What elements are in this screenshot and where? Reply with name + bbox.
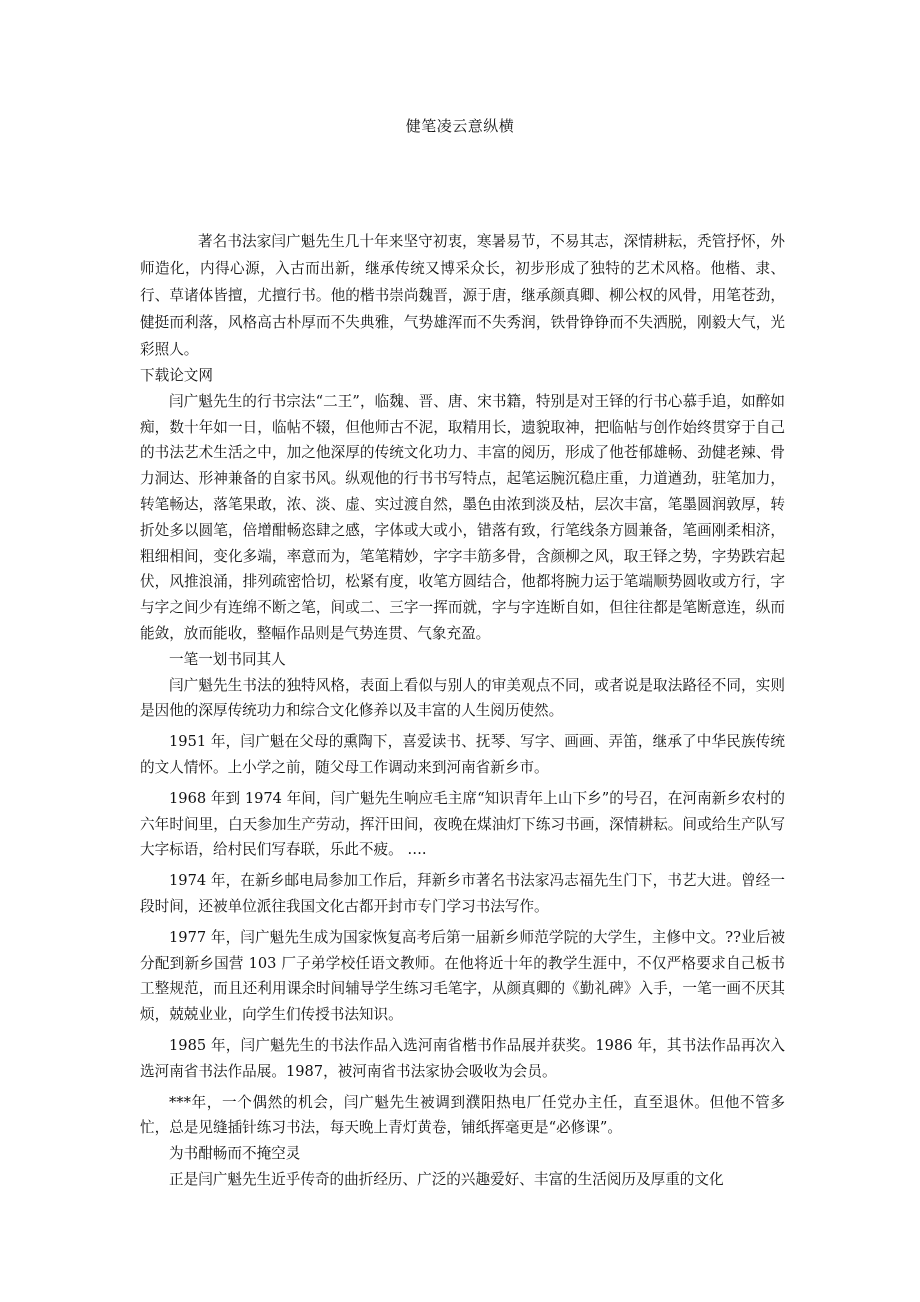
paragraph-closing: 正是闫广魁先生近乎传奇的曲折经历、广泛的兴趣爱好、丰富的生活阅历及厚重的文化 [169, 1170, 724, 1188]
section-heading-2: 为书酣畅而不掩空灵 [169, 1145, 301, 1163]
document-title: 健笔凌云意纵横 [405, 117, 515, 135]
document-body [140, 228, 785, 1193]
paragraph-1977: 1977 年，闫广魁先生成为国家恢复高考后第一届新乡师范学院的大学生，主修中文。??业后被分配到新乡国营 103 厂子弟学校任语文教师。在他将近十年的教学生涯中，不仅严格要求自己板书工整规范，而且还利用课余时间辅导学生练习毛笔字，从颜真卿的《勤礼碑》入手，一笔一画不厌其烦，兢兢业业，向学生们传授书法知识。 [140, 928, 785, 1024]
paragraph-style: 闫广魁先生书法的独特风格，表面上看似与别人的审美观点不同，或者说是取法路径不同，实则是因他的深厚传统功力和综合文化修养以及丰富的人生阅历使然。 [140, 676, 785, 720]
paragraph-1951: 1951 年，闫广魁在父母的熏陶下，喜爱读书、抚琴、写字、画画、弄笛，继承了中华民族传统的文人情怀。上小学之前，随父母工作调动来到河南省新乡市。 [140, 733, 785, 776]
paragraph-puyang: ***年，一个偶然的机会，闫广魁先生被调到濮阳热电厂任党办主任，直至退休。但他不管多忙，总是见缝插针练习书法，每天晚上青灯黄卷，铺纸挥毫更是“必修课”。 [140, 1093, 785, 1137]
paragraph-1968: 1968 年到 1974 年间，闫广魁先生响应毛主席“知识青年上山下乡”的号召，在河南新乡农村的六年时间里，白天参加生产劳动，挥汗田间，夜晚在煤油灯下练习书画，深情耕耘。间或给生产队写大字标语，给村民们写春联，乐此不疲。 …. [140, 789, 785, 859]
paragraph-xingshu: 闫广魁先生的行书宗法“二王”，临魏、晋、唐、宋书籍，特别是对王铎的行书心慕手追，如醉如痴，数十年如一日，临帖不辍，但他师古不泥，取精用长，遗貌取神，把临帖与创作始终贯穿于自己的书法艺术生活之中，加之他深厚的传统文化功力、丰富的阅历，形成了他苍郁雄畅、劲健老辣、骨力洞达、形神兼备的自家书风。纵观他的行书书写特点，起笔运腕沉稳庄重，力道遒劲，驻笔加力，转笔畅达，落笔果敢，浓、淡、虚、实过渡自然，墨色由浓到淡及枯，层次丰富，笔墨圆润敦厚，转折处多以圆笔，倍增酣畅恣肆之感，字体或大或小，错落有致，行笔线条方圆兼备，笔画刚柔相济，粗细相间，变化多端，率意而为，笔笔精妙，字字丰筋多骨，含颜柳之风，取王铎之势，字势跌宕起伏，风推浪涌，排列疏密恰切，松紧有度，收笔方圆结合，他都将腕力运于笔端顺势圆收或方行，字与字之间少有连绵不断之笔，间或二、三字一挥而就，字与字连断自如，但往往都是笔断意连，纵而能敛，放而能收，整幅作品则是气势连贯、气象充盈。 [140, 392, 785, 642]
paragraph-1974: 1974 年，在新乡邮电局参加工作后，拜新乡市著名书法家冯志福先生门下，书艺大进。曾经一段时间，还被单位派往我国文化古都开封市专门学习书法写作。 [140, 872, 785, 915]
paragraph-1985: 1985 年，闫广魁先生的书法作品入选河南省楷书作品展并获奖。1986 年，其书法作品再次入选河南省书法作品展。1987，被河南省书法家协会吸收为会员。 [140, 1036, 785, 1080]
source-line: 下载论文网 [140, 367, 213, 384]
paragraph-intro: 著名书法家闫广魁先生几十年来坚守初衷，寒暑易节，不易其志，深情耕耘，秃管抒怀，外师造化，内得心源，入古而出新，继承传统又博采众长，初步形成了独特的艺术风格。他楷、隶、行、草诸体皆擅，尤擅行书。他的楷书崇尚魏晋，源于唐，继承颜真卿、柳公权的风骨，用笔苍劲，健挺而利落，风格高古朴厚而不失典雅，气势雄浑而不失秀润，铁骨铮铮而不失洒脱，刚毅大气，光彩照人。 [140, 233, 785, 358]
section-heading-1: 一笔一划书同其人 [169, 650, 286, 668]
